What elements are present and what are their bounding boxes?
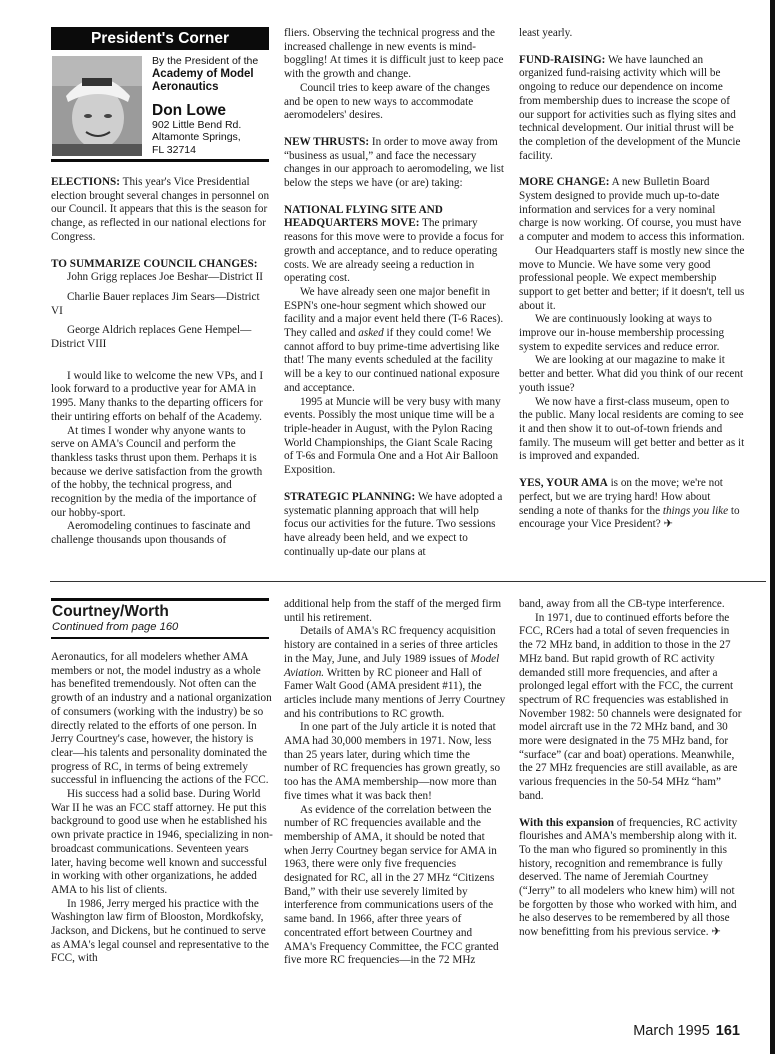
president-portrait [52, 56, 142, 156]
presidents-corner-column-3 [519, 27, 745, 532]
section-heading: FUND-RAISING: [519, 53, 606, 66]
paragraph: Written by RC pioneer and Hall of Famer Walt Good (AMA president #11), the articles include many mentions of Jerry Courtney and his contributions to RC growth. [284, 666, 506, 720]
paragraph: Aeronautics, for all modelers whether AMA members or not, the model industry as a whole has benefited tremendously. Not often can the growth of an industry and a national organization of consumers (working with the industry) be so directly related to the efforts of one person. In Jerry Courtney's case, however, the history is clear—his talents and personality dominated the progress of RC, in terms of being extremely successful in influencing the actions of the FCC. [51, 651, 272, 787]
paragraph: of frequencies, RC activity flourishes and AMA's membership along with it. To the man who figured so prominently in this history, recognition and remembrance is fully deserved. The name of Jeremiah Courtney (“Jerry” to all modelers who knew him) will not be forgotten by those who worked with him, and he also deserves to be remembered by all those now benefitting from his previous service. [519, 816, 738, 939]
courtney-top-rule [51, 598, 269, 601]
paragraph: to encourage your Vice President? [519, 504, 740, 531]
address-line: Altamonte Springs, [152, 131, 241, 143]
paragraph: We have already seen one major benefit in ESPN's one-hour segment which showed our facility and a major event held there (T-6 Races). They called and [284, 285, 504, 340]
section-heading: With this expansion [519, 816, 614, 829]
presidents-corner-column-1 [51, 176, 271, 548]
paragraph: The primary reasons for this move were to provide a focus for growth and acceptance, and to reduce operating costs. We are already seeing a reduction in operating cost. [284, 217, 504, 285]
section-heading: YES, YOUR AMA [519, 477, 608, 490]
page-edge [770, 0, 775, 1054]
section-heading: NATIONAL FLYING SITE AND HEADQUARTERS MOVE: [284, 203, 443, 230]
airplane-end-icon: ✈ [711, 926, 721, 939]
paragraph: We are looking at our magazine to make it better and better. What did you think of our recent youth issue? [519, 354, 744, 394]
header-rule [51, 159, 269, 162]
paragraph: I would like to welcome the new VPs, and I look forward to a productive year for AMA in 1995. Many thanks to the departing officers for their untiring efforts on behalf of the Academy. [51, 369, 264, 423]
paragraph: Our Headquarters staff is mostly new since the move to Muncie. We have some very good professional people. We expect membership support to get better and better; if it doesn't, tell us about it. [519, 244, 745, 312]
paragraph: In one part of the July article it is noted that AMA had 30,000 members in 1971. Now, less than 25 years later, during which time the number of RC frequencies has grown greatly, so too has the AMA membership—now more than five times what it was back then! [284, 721, 501, 802]
emphasis: asked [358, 327, 384, 340]
section-heading: MORE CHANGE: [519, 176, 610, 189]
paragraph: additional help from the staff of the merged firm until his retirement. [284, 598, 502, 624]
paragraph: In 1986, Jerry merged his practice with the Washington law firm of Blooston, Mordkofsky, Jackson, and Dickens, but he continued to serve as AMA's legal counsel and representative to the FCC, with [51, 897, 269, 965]
paragraph: Council tries to keep aware of the changes and be open to new ways to accommodate aeromodelers' desires. [284, 81, 490, 122]
by-line: By the President of the [152, 55, 259, 67]
section-divider [50, 581, 766, 582]
organization-name: Academy of Model Aeronautics [152, 67, 254, 93]
paragraph: is on the move; we're not perfect, but we are trying hard! How about sending a note of thanks for the [519, 477, 723, 517]
section-heading: NEW THRUSTS: [284, 135, 370, 148]
courtney-bottom-rule [51, 637, 269, 639]
emphasis: things you like [662, 504, 729, 517]
paragraph: At times I wonder why anyone wants to serve on AMA's Council and perform the thankless tasks thrust upon them. Perhaps it is because we derive satisfaction from the growth of the hobby, the technical progress, and recognition by the media of the importance of our hobby-sport. [51, 424, 263, 519]
courtney-title: Courtney/Worth [52, 603, 169, 620]
issue-date: March 1995 [633, 1023, 710, 1039]
council-change: John Grigg replaces Joe Beshar—District II [67, 271, 264, 284]
paragraph: Aeromodeling continues to fascinate and challenge thousands upon thousands of [51, 520, 251, 547]
paragraph: A new Bulletin Board System designed to provide much up-to-date information and services for a very nominal charge is now working. Of course, you must have a computer and modem to access this information. [519, 176, 745, 244]
paragraph: As evidence of the correlation between the number of RC frequencies available and the membership of AMA, it should be noted that when Jerry Courtney began service for AMA in 1963, there were only five frequencies designated for RC, all in the 27 MHz “Citizens Band,” with their use severely limited by interference from communications users of the same band. In 1966, after three years of concentrated effort between Courtney and AMA's Frequency Committee, the FCC granted five more RC frequencies—in the 72 MHz [284, 803, 499, 967]
paragraph: least yearly. [519, 27, 573, 39]
president-info [152, 55, 270, 156]
section-heading: STRATEGIC PLANNING: [284, 490, 416, 503]
paragraph: We are continuously looking at ways to improve our in-house membership processing system to expedite services and reduce error. [519, 313, 725, 353]
paragraph: We have launched an organized fund-raising activity which will be ongoing to reduce our dependence on income from membership dues to increase the scope of our support for activities such as flying sites and technical development. Our initial thrust will be the completion of the development of the Muncie facility. [519, 53, 741, 162]
emphasis: Model Aviation. [284, 652, 500, 679]
airplane-end-icon: ✈ [663, 518, 673, 531]
council-change: Charlie Bauer replaces Jim Sears—District VI [51, 290, 260, 317]
paragraph: 1995 at Muncie will be very busy with many events. Possibly the most unique time will be a triple-header in August, with the Pylon Racing World Championships, the Giant Scale Racing of T-6s and Formula One and a Hot Air Balloon Exposition. [284, 395, 501, 477]
continued-from: Continued from page 160 [52, 621, 179, 633]
courtney-column-1 [51, 651, 273, 966]
page-footer [600, 1022, 740, 1040]
address-line: FL 32714 [152, 143, 196, 156]
page-number: 161 [715, 1023, 740, 1039]
paragraph: if they could come! We cannot afford to buy prime-time advertising like that! The many events scheduled at the facility will be a key to our continued national exposure and acceptance. [284, 327, 500, 394]
paragraph: Details of AMA's RC frequency acquisition history are contained in a series of three articles in the May, June, and July 1989 issues of [284, 625, 498, 665]
courtney-column-3 [519, 598, 745, 940]
paragraph: fliers. Observing the technical progress and the increased challenge in new events is mind-boggling! At times it is difficult just to keep pace with the growth and change. [284, 27, 504, 81]
presidents-corner-banner: President's Corner [51, 27, 269, 50]
paragraph: band, away from all the CB-type interference. [519, 598, 725, 610]
paragraph: We have adopted a systematic planning approach that will help focus our activities for the future. Two sessions have already been held, and we expect to continually up-date our plans at [284, 490, 503, 558]
paragraph: We now have a first-class museum, open to the public. Many local residents are coming to see it and then show it to out-of-town friends and family. The museum will get better and better as it is improved and expanded. [519, 395, 745, 463]
paragraph: In order to move away from “business as usual,” and face the necessary changes in our approach to aeromodeling, we list below the steps we have (or are) taking: [284, 135, 504, 190]
courtney-column-2 [284, 598, 506, 968]
portrait-photo-icon [52, 56, 142, 156]
paragraph: In 1971, due to continued efforts before the FCC, RCers had a total of seven frequencies in the 72 MHz band, in addition to those in the 27 MHz band. But rapid growth of RC activity demanded still more frequencies, and after a prolonged legal effort with the FCC, the current spectrum of RC frequencies was established in November 1982: 50 channels were designated for model aircraft use in the 72 MHz band, and 30 more were designated in the 75 MHz band, for “surface” (car and boat) operations. Meanwhile, the 27 MHz frequencies are still available, as are various frequencies in the 50-54 MHz “ham” band. [519, 611, 742, 802]
section-heading: TO SUMMARIZE COUNCIL CHANGES: [51, 257, 258, 270]
presidents-corner-column-2 [284, 27, 504, 559]
paragraph: His success had a solid base. During World War II he was an FCC staff attorney. He put this background to good use when he established his own private practice in 1946, specializing in non-broadcast communications. Seventeen years later, having become well known and successful in working with other organizations, he added AMA to his list of clients. [51, 788, 273, 896]
section-heading: ELECTIONS: [51, 176, 121, 188]
paragraph: This year's Vice Presidential election brought several changes in personnel on our Council. It appears that this is the season for change, as reflected in our national elections for Congress. [51, 176, 270, 243]
president-name: Don Lowe [152, 101, 227, 119]
council-change: George Aldrich replaces Gene Hempel—District VIII [51, 324, 252, 351]
address-line: 902 Little Bend Rd. [152, 118, 242, 131]
